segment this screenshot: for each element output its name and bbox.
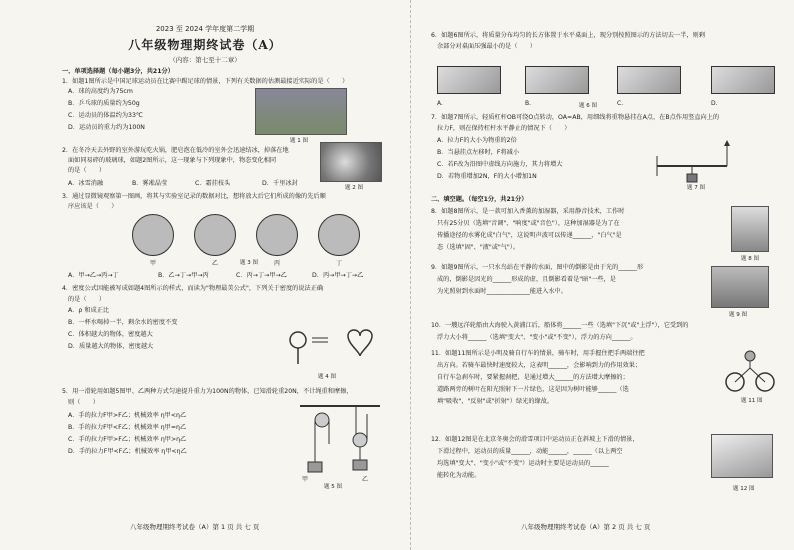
q11-line-1: 11．如题11图所示是小明及骑自行车的情景，骑车时，用手握住把手两端往把 xyxy=(431,350,645,357)
q4-option-a: A．ρ 和成正比 xyxy=(68,307,110,314)
q7-option-b: B．当悬挂点左移时，F将减小 xyxy=(437,149,520,156)
exam-scope: （内容：第七至十二章） xyxy=(169,56,241,64)
figure-6-label-b: B. xyxy=(525,100,532,107)
q11-line-5: 填"吸收"、"反射"或"折射"）绿光的缘故。 xyxy=(437,398,554,405)
q5-option-d: D．手的拉力F甲<F乙；机械效率 η甲<η乙 xyxy=(68,448,187,455)
figure-3-label-ding: 丁 xyxy=(336,260,343,267)
figure-3-label-yi: 乙 xyxy=(212,260,219,267)
q4-stem-2: 的是（ ） xyxy=(68,296,106,303)
figure-6-block-a xyxy=(437,66,501,94)
section-2-heading: 二、填空题。（每空1分，共21分） xyxy=(431,196,528,203)
q10-line-1: 10．一艘远洋轮船由大海驶入黄浦江后，船体将______一些（选填"下沉"或"上浮"），它受到的 xyxy=(431,322,689,329)
figure-11-bicycle xyxy=(723,346,777,394)
q10-line-2: 浮力大小将______（选填"变大"、"变小"或"不变"），浮力的方向______。 xyxy=(437,334,637,341)
figure-5-pulleys xyxy=(300,404,380,478)
figure-6-label-c: C. xyxy=(617,100,624,107)
q2-option-c: C．霜挂枝头 xyxy=(195,180,231,187)
figure-6-label-a: A. xyxy=(437,100,443,107)
figure-1-football-photo xyxy=(255,88,347,135)
q3-option-c: C．丙→丁→甲→乙 xyxy=(236,272,287,279)
q6-stem-1: 6．如题6图所示，将质量分布均匀的长方体置于水平桌面上，现分别按照图示的方法切去一半，则剩 xyxy=(431,32,705,39)
q3-option-d: D．丙→甲→丁→乙 xyxy=(312,272,364,279)
q11-line-3: 自行车急刹车时，要紧握刹把，是通过增大______的方法增大摩擦的； xyxy=(437,374,629,381)
figure-3-image-yi xyxy=(194,214,236,256)
q4-stem-1: 4．密度公式因能被写成如题4图所示的样式，而读为"物理最美公式"，下列关于密度的说法正确 xyxy=(62,285,324,292)
q7-option-a: A．拉力F的大小为物重的2倍 xyxy=(437,137,517,144)
figure-8-humidifier-photo xyxy=(731,206,769,252)
q5-option-b: B．手的拉力F甲<F乙；机械效率 η甲=η乙 xyxy=(68,424,187,431)
q1-option-c: C．运动员的体温约为33℃ xyxy=(68,112,143,119)
q3-stem-1: 3．通过显微镜观察第一图画，将其与实验室记录的数据对比，想将放大后它们所成的像的先后顺 xyxy=(62,193,326,200)
figure-2-caption: 题 2 图 xyxy=(345,185,363,191)
page-2 xyxy=(410,0,794,550)
q2-stem-1: 2．在冬冷天去外野的室外游玩吃火锅，肥皂泡在低冷的室外会迅速结冰，掉落在地 xyxy=(62,147,289,154)
q7-option-c: C．若F改为沿图中虚线方向施力，其力将增大 xyxy=(437,161,563,168)
q1-option-d: D．运动员的重力约为100N xyxy=(68,124,145,131)
q12-line-4: 能转化为动能。 xyxy=(437,472,481,479)
figure-2-bubble-photo xyxy=(320,142,382,182)
q4-option-b: B．一杯水喝掉一半，剩余水的密度不变 xyxy=(68,319,178,326)
q12-line-1: 12．如题12图是在北京冬奥会的滑雪项目中运动员正在斜坡上下滑的情景， xyxy=(431,436,639,443)
figure-7-caption: 题 7 图 xyxy=(687,185,705,191)
q7-stem-2: 拉力F，则在保持杠杆水平静止的情况下（ ） xyxy=(437,125,571,132)
q2-option-b: B．雾凇晶莹 xyxy=(132,180,168,187)
figure-5-caption: 题 5 图 xyxy=(324,484,342,490)
q2-option-a: A．冰雪消融 xyxy=(68,180,104,187)
figure-6-caption: 题 6 图 xyxy=(579,103,597,109)
q7-stem-1: 7．如题7图所示，轻质杠杆OB可绕O点转动，OA=AB，用细线将重物悬挂在A点，在B点作用竖直向上的 xyxy=(431,114,720,121)
figure-5-label-yi: 乙 xyxy=(362,476,369,483)
figure-6-label-d: D. xyxy=(711,100,718,107)
q5-stem-2: 则（ ） xyxy=(68,399,99,406)
q5-option-a: A．手的拉力F甲>F乙；机械效率 η甲<η乙 xyxy=(68,412,187,419)
q5-option-c: C．手的拉力F甲>F乙；机械效率 η甲>η乙 xyxy=(68,436,187,443)
q2-option-d: D．千里冰封 xyxy=(262,180,298,187)
q4-option-d: D．质量越大的物体，密度越大 xyxy=(68,343,154,350)
figure-7-lever xyxy=(647,136,737,186)
q8-line-4: 态（选填"固"、"液"或"气"）。 xyxy=(437,244,520,251)
figure-9-bird-photo xyxy=(711,266,769,308)
q3-stem-2: 序应该是（ ） xyxy=(68,203,118,210)
q3-option-b: B．乙→丁→甲→丙 xyxy=(158,272,209,279)
figure-3-image-bing xyxy=(256,214,298,256)
figure-6-block-d xyxy=(711,66,775,94)
figure-3-label-bing: 丙 xyxy=(274,260,281,267)
figure-1-caption: 题 1 图 xyxy=(290,138,308,144)
figure-8-caption: 题 8 图 xyxy=(741,256,759,262)
q6-stem-2: 余部分对桌面压强最小的是（ ） xyxy=(437,43,536,50)
q8-line-1: 8．如题8图所示，是一款可加入香薰的加湿器，采用静音技术，工作时 xyxy=(431,208,625,215)
q12-line-3: 均选填"变大"、"变小"或"不变"）运动时主要是运动员的______ xyxy=(437,460,609,467)
q11-line-4: 道路两旁的树叶在阳光照射下一片绿色，这是因为树叶能够______（选 xyxy=(437,386,629,393)
q9-line-3: 为光照射到水面时______________能进入水中。 xyxy=(437,288,567,295)
q7-option-d: D．若物重增加2N，F的大小增加1N xyxy=(437,173,537,180)
figure-5-label-jia: 甲 xyxy=(302,476,309,483)
section-1-heading: 一、单项选择题（每小题3分，共21分） xyxy=(62,68,174,75)
exam-title: 八年级物理期终试卷（A） xyxy=(128,38,282,52)
q8-line-3: 传播途径的水雾化成"白气"，这说明声波可以传递______，"白气"是 xyxy=(437,232,622,239)
figure-3-caption: 题 3 图 xyxy=(240,260,258,266)
q5-stem-1: 5．用一滑轮用如题5图甲、乙两种方式匀速提升重力为100N的物体，已知滑轮重20N，不计绳重和摩擦， xyxy=(62,388,353,395)
figure-6-block-b xyxy=(525,66,589,94)
q1-option-a: A．球的高度约为75cm xyxy=(68,88,133,95)
figure-3-label-jia: 甲 xyxy=(150,260,157,267)
figure-3-image-ding xyxy=(318,214,360,256)
q1-stem: 1．如题1图所示是中国足球运动员在比赛中踢足球的情景，下列有关数据的估测最接近实际的是（ ） xyxy=(62,78,349,85)
figure-4-caption: 题 4 图 xyxy=(318,374,336,380)
q9-line-1: 9．如题9图所示，一只水鸟站在平静的水面，图中的倒影是由于光的______形 xyxy=(431,264,644,271)
q4-option-c: C．体积越大的物体，密度越大 xyxy=(68,331,153,338)
page-1-footer: 八年级物理期终考试卷（A）第 1 页 共 七 页 xyxy=(130,523,260,531)
q11-line-2: 出方向。若骑车最快时速度较大，这表明______，会影响到力的作用效果； xyxy=(437,362,642,369)
q1-option-b: B．乒乓球的质量约为50g xyxy=(68,100,140,107)
q9-line-2: 成的，倒影是因光的______形成的虚，且倒影看着是"暗"一些，是 xyxy=(437,276,616,283)
q2-stem-3: 的是（ ） xyxy=(68,167,106,174)
figure-11-caption: 题 11 图 xyxy=(741,398,763,404)
figure-6-block-c xyxy=(617,66,681,94)
q12-line-2: 下滑过程中，运动员的质量______，动能______，______（以上两空 xyxy=(437,448,623,455)
figure-12-caption: 题 12 图 xyxy=(733,486,755,492)
q8-line-2: 只有25分贝（选填"音调"、"响度"或"音色"），这种加湿器是为了在 xyxy=(437,220,620,227)
q3-option-a: A．甲→乙→丙→丁 xyxy=(68,272,119,279)
figure-4-rho-heart xyxy=(286,320,376,370)
page-2-footer: 八年级物理期终考试卷（A）第 2 页 共 七 页 xyxy=(521,523,651,531)
figure-3-image-jia xyxy=(132,214,174,256)
q2-stem-2: 面如同易碎的玻璃球，如题2图所示，这一现象与下列现象中，物态变化相同 xyxy=(68,157,277,164)
figure-9-caption: 题 9 图 xyxy=(729,312,747,318)
header-year: 2023 至 2024 学年度第二学期 xyxy=(155,25,255,33)
figure-12-skier-photo xyxy=(711,434,773,478)
